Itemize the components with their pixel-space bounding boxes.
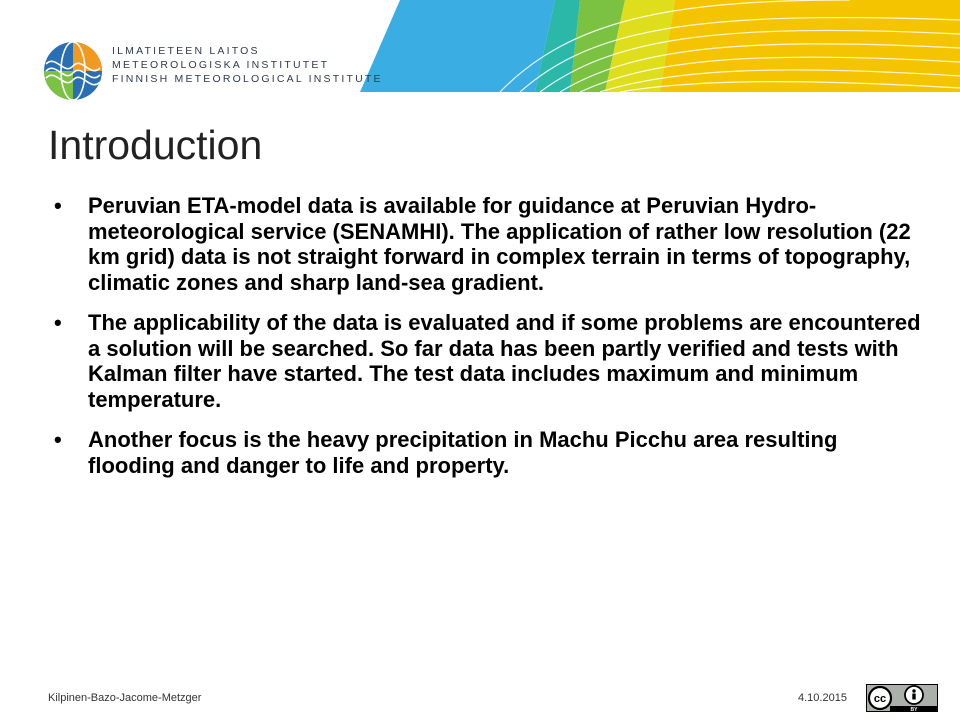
cc-by-label: BY [910,707,918,712]
bullet-marker: • [54,427,62,452]
fmi-globe-logo-icon [42,40,104,102]
footer-date: 4.10.2015 [798,692,847,704]
organization-name [112,44,383,86]
org-name-english: FINNISH METEOROLOGICAL INSTITUTE [112,73,383,85]
bullet-text: The applicability of the data is evaluated and if some problems are encountered a solution will be searched. So far data has been partly verified and tests with Kalman filter have started. The test data includes maximum and minimum temperature. [88,310,921,412]
bullet-item [54,193,924,295]
bullet-marker: • [54,193,62,218]
bullet-item [54,427,924,478]
cc-by-license-icon [866,684,938,712]
org-name-swedish: METEOROLOGISKA INSTITUTET [112,59,330,71]
org-name-finnish: ILMATIETEEN LAITOS [112,45,260,57]
footer-author: Kilpinen-Bazo-Jacome-Metzger [48,692,202,704]
svg-text:cc: cc [873,693,887,705]
bullet-text: Another focus is the heavy precipitation in Machu Picchu area resulting flooding and danger to life and property. [88,427,838,478]
bullet-item [54,310,924,412]
slide-title: Introduction [48,122,263,168]
bullet-list [54,193,924,493]
header-decoration [330,0,960,92]
bullet-text: Peruvian ETA-model data is available for guidance at Peruvian Hydro-meteorological service (SENAMHI). The application of rather low resolution (22 km grid) data is not straight forward in complex terrain in terms of topography, climatic zones and sharp land-sea gradient. [88,193,911,295]
bullet-marker: • [54,310,62,335]
